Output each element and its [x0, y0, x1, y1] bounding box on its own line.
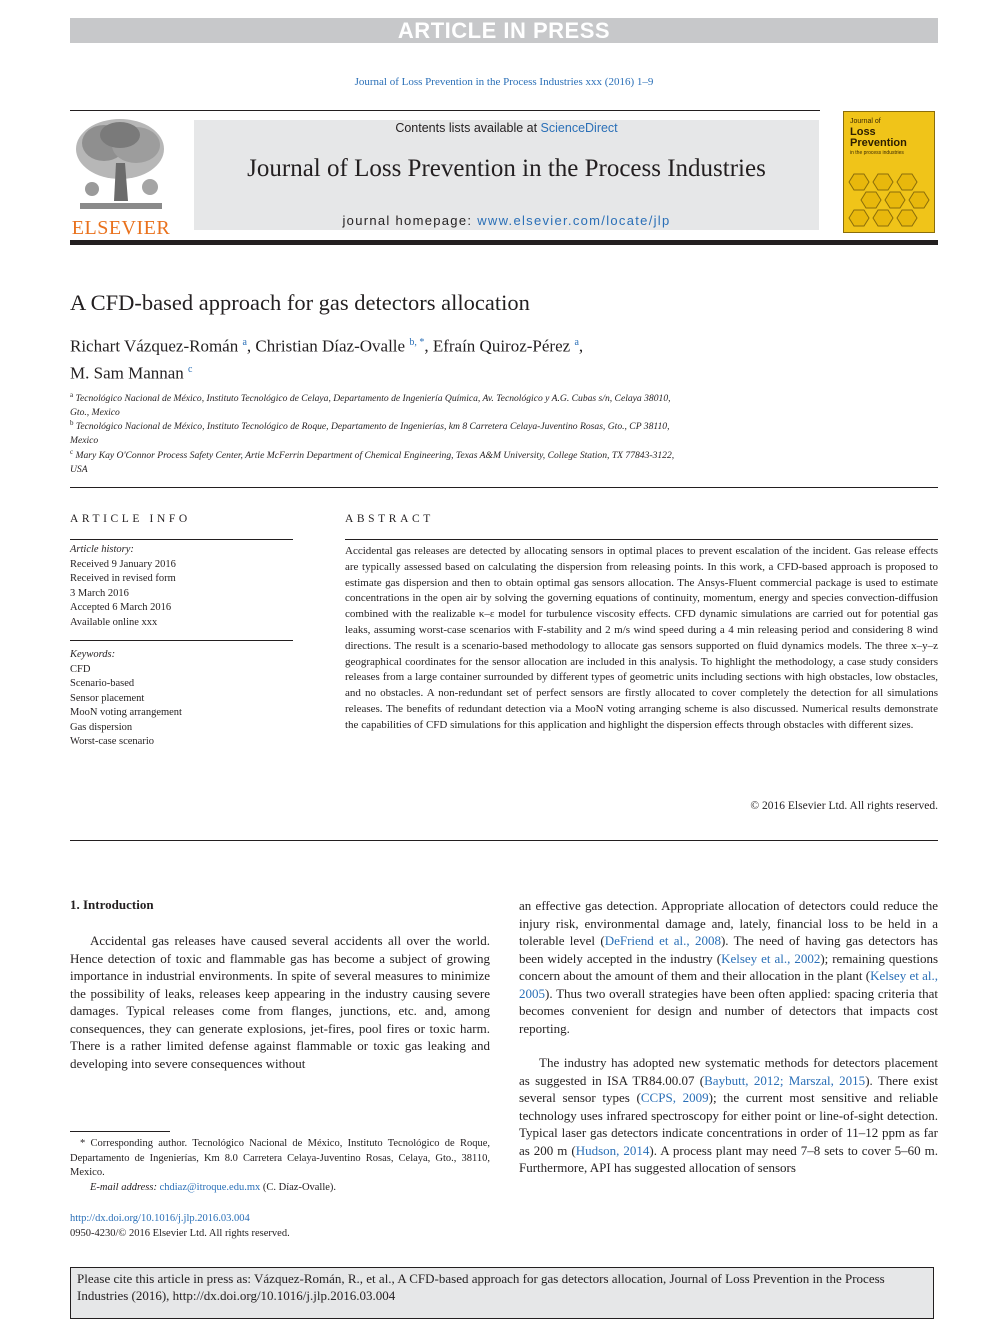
citation-link[interactable]: Kelsey et al., 2002	[721, 950, 821, 966]
author-name[interactable]: M. Sam Mannan	[70, 363, 184, 383]
homepage-url-link[interactable]: www.elsevier.com/locate/jlp	[477, 213, 671, 228]
intro-paragraph	[519, 897, 938, 1037]
citation-link[interactable]: CCPS, 2009	[640, 1090, 709, 1105]
journal-name: Journal of Loss Prevention in the Process Industries	[247, 155, 766, 182]
intro-text: ). The need of having gas detectors has been widely accepted in the industry (	[519, 933, 938, 966]
intro-paragraph: Accidental gas releases have caused several accidents all over the world. Hence detection of toxic and flammable gas has become a subject of growing importance in industrial environments. In spite of several measures to minimize the possibility of leaks, releases keep appearing in the industry causing severe damages. Typical releases come from flanges, junctions, etc. and, among consequences, they can generate explosions, jet-fires, pool fires or toxic harm. There is a rather limited defense against flammable or toxic gas leaking and developing into severe consequences without	[70, 933, 490, 1071]
corresponding-author-footnote	[70, 1137, 490, 1195]
elsevier-logo[interactable]	[70, 115, 172, 239]
email-label: E-mail address:	[90, 1181, 160, 1193]
history-item: Accepted 6 March 2016	[70, 602, 172, 613]
author-name[interactable]: Christian Díaz-Ovalle	[255, 336, 406, 356]
keyword-item: Sensor placement	[70, 692, 145, 704]
history-item: Available online xxx	[70, 616, 158, 628]
intro-heading: 1. Introduction	[70, 897, 154, 912]
affiliation-line: Mexico	[70, 435, 99, 447]
abstract-heading: ABSTRACT	[345, 513, 434, 525]
citation-link[interactable]: Kelsey et al., 2005	[519, 968, 938, 1001]
section-rule	[70, 487, 938, 488]
cover-title-line2: Loss	[850, 126, 876, 138]
doi-block	[70, 1211, 290, 1241]
abstract-rule	[345, 539, 938, 540]
affiliation-line: USA	[70, 464, 88, 476]
journal-cover-thumbnail[interactable]	[843, 111, 935, 233]
intro-text: ). Thus two overall strategies have been often applied: spacing criteria that becomes convenient for design and number of detectors that impacts cost reporting.	[519, 985, 938, 1036]
keywords	[70, 648, 182, 750]
header-rule	[70, 110, 820, 111]
intro-text: ); the current most sensitive and reliable technology uses infrared spectroscopy for either point or line-of-sight detection. Typical laser gas detectors indicate concentrations in order of 11–12 ppm as far as 200 m (	[519, 1090, 938, 1158]
history-item: Received 9 January 2016	[70, 558, 176, 570]
citation-link[interactable]: DeFriend et al., 2008	[604, 933, 721, 948]
keyword-item: Worst-case scenario	[70, 736, 154, 747]
history-item: Received in revised form	[70, 573, 176, 584]
header-thick-rule	[70, 240, 938, 245]
elsevier-tree-icon	[70, 115, 172, 213]
affiliation	[70, 445, 820, 477]
cover-title-line3: Prevention	[850, 137, 907, 149]
cite-this-article-box: Please cite this article in press as: Vázquez-Román, R., et al., A CFD-based approach for gas detectors allocation, Journal of Loss Prevention in the Process Industries (2016), http://dx.doi.org/10.1016/j.jlp.2016.03.004	[70, 1267, 934, 1319]
affiliation-line: Tecnológico Nacional de México, Instituto Tecnológico de Roque, Departamento de Ingenierías, km 8 Carretera Celaya-Juventino Rosas, Gto., CP 38110,	[75, 421, 670, 433]
footnote-email	[70, 1181, 490, 1196]
intro-text: ); remaining questions concern about the amount of them and their allocation in the plant (	[519, 950, 939, 983]
author-affiliation-ref[interactable]: a	[242, 337, 247, 348]
affiliation	[70, 416, 820, 448]
affiliation-line: Mary Kay O'Connor Process Safety Center, Artie McFerrin Department of Chemical Engineering, Texas A&M University, College Station, TX 77843-3122,	[75, 450, 675, 462]
article-in-press-banner: ARTICLE IN PRESS	[70, 18, 938, 43]
homepage-line	[194, 213, 819, 228]
footnote-rule	[70, 1131, 170, 1132]
keyword-item: MooN voting arrangement	[70, 707, 182, 718]
affiliation-marker: c	[70, 448, 74, 456]
intro-text: an effective gas detection. Appropriate allocation of detectors could reduce the injury risk, environmental damage and, lately, financial loss to be held in a tolerable level (	[519, 898, 938, 948]
sciencedirect-link[interactable]: ScienceDirect	[540, 121, 618, 135]
keywords-rule	[70, 640, 293, 641]
citation-link[interactable]: Baybutt, 2012; Marszal, 2015	[704, 1072, 866, 1088]
email-suffix: (C. Díaz-Ovalle).	[260, 1181, 337, 1193]
intro-paragraph	[519, 1054, 938, 1177]
citation-link[interactable]: Hudson, 2014	[575, 1142, 650, 1158]
issn-line: 0950-4230/© 2016 Elsevier Ltd. All rights reserved.	[70, 1228, 290, 1239]
article-info-heading: ARTICLE INFO	[70, 513, 191, 525]
article-info-rule	[70, 539, 293, 540]
contents-line	[194, 121, 819, 135]
homepage-prefix: journal homepage:	[342, 213, 478, 228]
author-separator: ,	[424, 336, 433, 356]
intro-text: ). There exist several sensor types (	[519, 1072, 938, 1105]
copyright-line: © 2016 Elsevier Ltd. All rights reserved.	[750, 800, 938, 812]
article-title: A CFD-based approach for gas detectors allocation	[70, 290, 530, 315]
author-name[interactable]: Richart Vázquez-Román	[70, 336, 239, 356]
elsevier-wordmark: ELSEVIER	[71, 217, 171, 239]
author-list	[70, 331, 770, 384]
footnote-text: * Corresponding author. Tecnológico Nacional de México, Instituto Tecnológico de Roque, Departamento de Ingenierías, Km 8.0 Carretera Celaya-Juventino Rosas, Celaya, Gto., 38110, Mexico.	[70, 1138, 490, 1178]
contents-prefix: Contents lists available at	[395, 121, 541, 135]
affiliation-line: Tecnológico Nacional de México, Instituto Tecnológico de Celaya, Departamento de Ingeniería Química, Av. Tecnológico y A.G. Cubas s/n, Celaya 38010,	[75, 393, 671, 405]
author-affiliation-ref[interactable]: b, *	[409, 337, 425, 348]
article-history	[70, 543, 176, 630]
cover-subtitle: in the process industries	[850, 150, 904, 156]
author-separator: ,	[246, 336, 256, 356]
author-affiliation-ref[interactable]: c	[188, 363, 193, 375]
affiliation-line: Gto., Mexico	[70, 407, 120, 419]
keyword-item: Scenario-based	[70, 678, 135, 689]
intro-text: ). A process plant may need 7–8 sets to cover 5–60 m. Furthermore, API has suggested allocation of sensors	[519, 1142, 938, 1175]
keyword-item: CFD	[70, 663, 91, 675]
affiliation-marker: b	[70, 419, 74, 427]
author-affiliation-ref[interactable]: a	[574, 337, 579, 348]
email-link[interactable]: chdiaz@itroque.edu.mx	[159, 1181, 261, 1193]
history-label: Article history:	[70, 544, 134, 555]
affiliation-marker: a	[70, 391, 74, 399]
section-rule	[70, 840, 938, 841]
journal-citation-link[interactable]: Journal of Loss Prevention in the Process Industries xxx (2016) 1–9	[354, 76, 654, 88]
author-separator: ,	[578, 336, 584, 356]
abstract-text: Accidental gas releases are detected by allocating sensors in optimal places to prevent escalation of the incident. Gas release effects are typically assessed based on calculating the dispersion from releasing points. In this work, a CFD-based approach is proposed to estimate gas dispersion and then to obtain optimal gas sensors allocation. The Ansys-Fluent commercial package is used to estimate concentrations in the open air by solving the governing equations of continuity, momentum, energy and species convection-diffusion combined with the realizable κ–ε model for turbulence viscosity effects. CFD dynamic simulations are carried out for potential gas leaks, assuming worst-case scenarios with F-stability and 2 m/s wind speed during a 4 min releasing period and considering 8 wind directions. The result is a scenario-based methodology to allocate gas sensors supported on fluid dynamics models. The three x–y–z geographical coordinates for the sensor allocation are included in this analysis. To highlight the methodology, a case study considers releases from a large container surrounded by different types of geometric units including sections with high obstacles, low obstacles, and no obstacles. A non-redundant set of perfect sensors are firstly allocated to cover completely the detection for all simulations releases. The benefits of redundant detection via a MooN voting arranging scheme is also discussed. Numerical results demonstrate the capabilities of CFD simulations for this application and highlight the dispersion effects through obstacles with different sizes.	[345, 545, 938, 731]
intro-text: The industry has adopted new systematic methods for detectors placement as suggested in ISA TR84.00.07 (	[519, 1055, 938, 1088]
history-item: 3 March 2016	[70, 587, 129, 599]
keywords-label: Keywords:	[70, 649, 116, 660]
keyword-item: Gas dispersion	[70, 721, 133, 733]
doi-link[interactable]: http://dx.doi.org/10.1016/j.jlp.2016.03.004	[70, 1213, 250, 1224]
cover-hexagon-pattern-icon	[844, 170, 934, 232]
author-name[interactable]: Efraín Quiroz-Pérez	[432, 336, 571, 356]
cover-title-line1: Journal of	[850, 118, 881, 125]
